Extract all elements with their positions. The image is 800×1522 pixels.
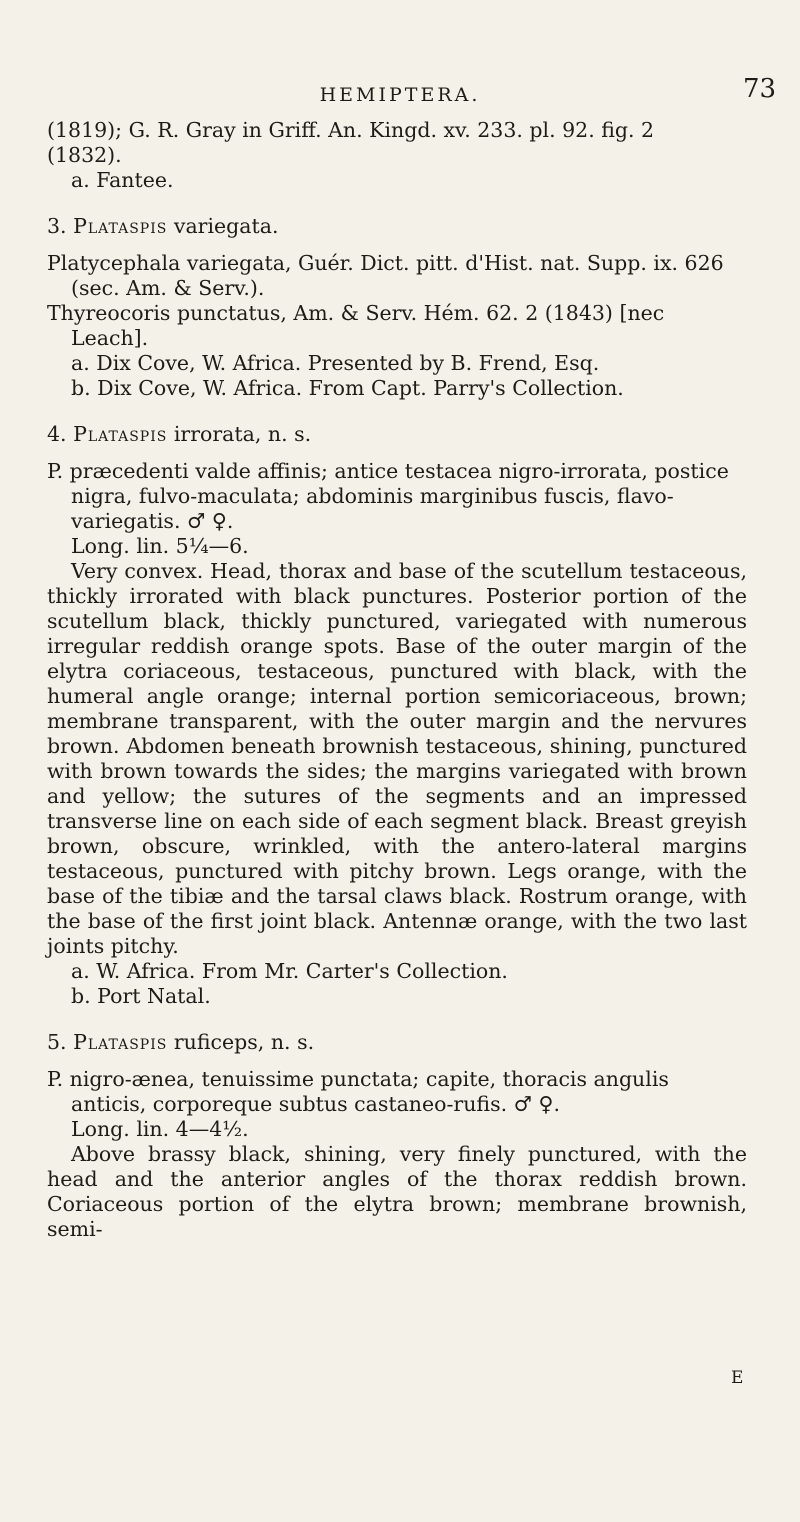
page-number: 73 [743,74,777,104]
species-heading [47,214,747,239]
length-measurement: Long. lin. 4—4½. [71,1117,249,1141]
specimen-entry: b. Dix Cove, W. Africa. From Capt. Parry's Collection. [71,376,624,400]
genus-name: Plataspis [73,214,168,238]
latin-diagnosis: P. nigro-ænea, tenuissime punctata; capite, thoracis angulis anticis, corporeque subtus castaneo-rufis. ♂ ♀. [47,1067,669,1116]
species-epithet: ruficeps, n. s. [173,1030,315,1054]
signature-mark: E [731,1368,744,1388]
genus-name: Plataspis [73,1030,168,1054]
citation-continued: (1819); G. R. Gray in Griff. An. Kingd. xv. 233. pl. 92. fig. 2 [47,118,655,142]
length-measurement: Long. lin. 5¼—6. [71,534,249,558]
species-number: 4. [47,422,67,446]
synonym-entry: Thyreocoris punctatus, Am. & Serv. Hém. 62. 2 (1843) [nec Leach]. [47,301,665,350]
specimen-entry: a. Dix Cove, W. Africa. Presented by B. Frend, Esq. [71,351,600,375]
synonym-entry: Platycephala variegata, Guér. Dict. pitt. d'Hist. nat. Supp. ix. 626 (sec. Am. & Serv.). [47,251,724,300]
species-number: 5. [47,1030,67,1054]
species-epithet: irrorata, n. s. [173,422,312,446]
specimen-entry: b. Port Natal. [71,984,211,1008]
species-description: Above brassy black, shining, very finely punctured, with the head and the anterior angles of the thorax reddish brown. Coriaceous portion of the elytra brown; membrane brownish, semi- [47,1142,747,1241]
latin-diagnosis: P. præcedenti valde affinis; antice testacea nigro-irrorata, postice nigra, fulvo-maculata; abdominis marginibus fuscis, flavo-variegatis. ♂ ♀. [47,459,729,533]
body-text [47,118,747,1242]
species-description: Very convex. Head, thorax and base of the scutellum testaceous, thickly irrorated with black punctures. Posterior portion of the scutellum black, thickly punctured, variegated with numerous irregular reddish orange spots. Base of the outer margin of the elytra coriaceous, testaceous, punctured with black, with the humeral angle orange; internal portion semicoriaceous, brown; membrane transparent, with the outer margin and the nervures brown. Abdomen beneath brownish testaceous, shining, punctured with brown towards the sides; the margins variegated with brown and yellow; the sutures of the segments and an impressed transverse line on each side of each segment black. Breast greyish brown, obscure, wrinkled, with the antero-lateral margins testaceous, punctured with pitchy brown. Legs orange, with the base of the tibiæ and the tarsal claws black. Rostrum orange, with the base of the first joint black. Antennæ orange, with the two last joints pitchy. [47,559,747,958]
species-number: 3. [47,214,67,238]
citation-continued-end: (1832). [47,143,122,167]
species-heading [47,1030,747,1055]
species-epithet: variegata. [173,214,279,238]
specimen-entry: a. W. Africa. From Mr. Carter's Collection. [71,959,508,983]
specimen-entry: a. Fantee. [71,168,174,192]
running-head: HEMIPTERA. [319,84,481,106]
species-heading [47,422,747,447]
genus-name: Plataspis [73,422,168,446]
